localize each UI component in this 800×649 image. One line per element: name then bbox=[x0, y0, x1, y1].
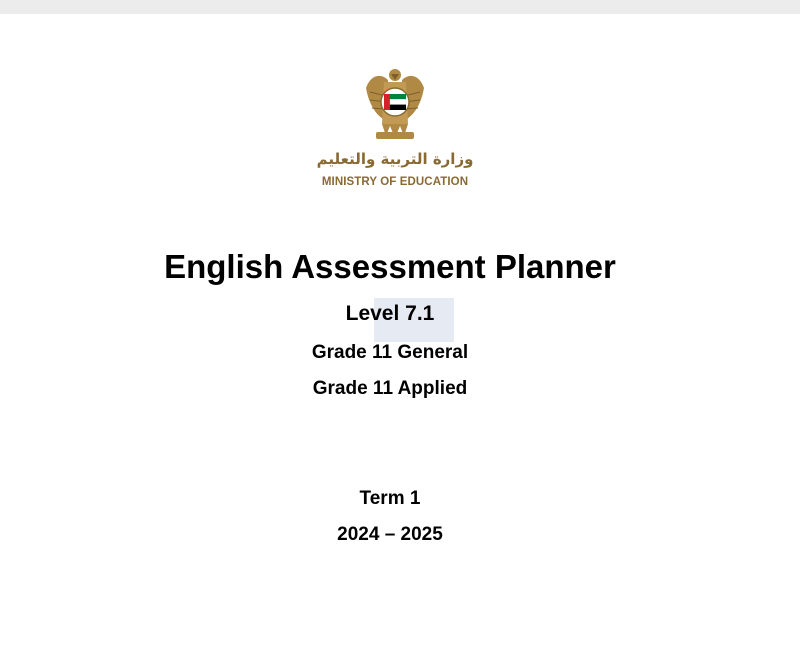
document-title: English Assessment Planner bbox=[164, 248, 616, 285]
level-label: Level 7.1 bbox=[345, 302, 435, 325]
uae-emblem-icon bbox=[362, 66, 428, 144]
grade-general-label: Grade 11 General bbox=[311, 342, 469, 363]
term-label: Term 1 bbox=[359, 488, 421, 509]
ministry-name-english: MINISTRY OF EDUCATION bbox=[321, 176, 469, 188]
grade-applied-label: Grade 11 Applied bbox=[312, 378, 468, 399]
top-strip bbox=[0, 0, 800, 14]
academic-year-label: 2024 – 2025 bbox=[337, 524, 443, 545]
ministry-name-arabic: وزارة التربية والتعليم bbox=[316, 150, 474, 168]
